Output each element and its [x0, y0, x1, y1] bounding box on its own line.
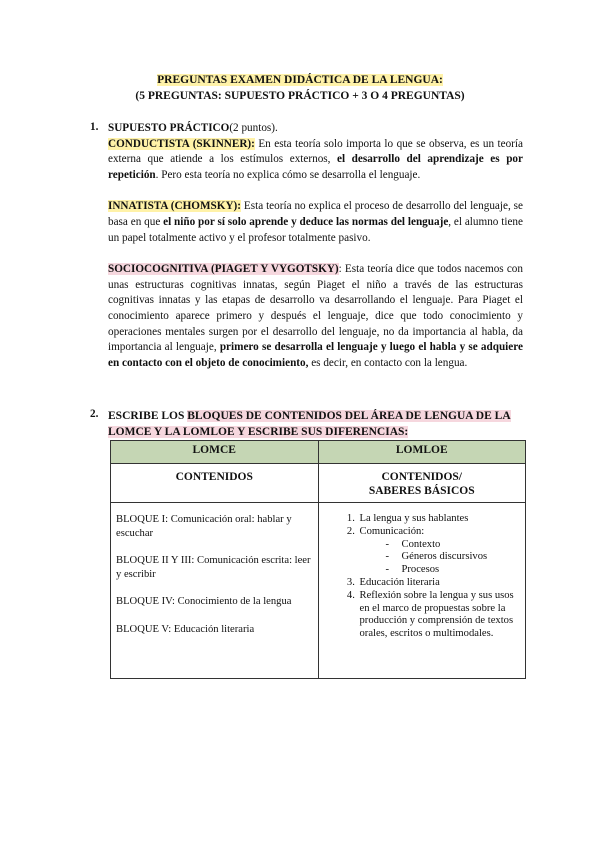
- question-2-number: 2.: [90, 408, 99, 420]
- lomloe-blocks-cell: [318, 503, 526, 679]
- question-1-heading: [108, 121, 523, 137]
- document-title-block: [0, 72, 600, 104]
- lomloe-item: 4. Reflexión sobre la lengua y sus usos en el marco de propuestas sobre la producción y comprensión de textos orales, escritos o multimodales.: [358, 590, 521, 641]
- question-1-title: SUPUESTO PRÁCTICO: [108, 122, 230, 134]
- conductista-text-end: . Pero esta teoría no explica cómo se desarrolla el lenguaje.: [155, 168, 421, 181]
- innatista-bold: el niño por sí solo aprende y deduce las normas del lenguaje: [163, 215, 449, 228]
- conductista-text: En esta teoría solo importa lo que se observa, es un teoría externa que atiende a los estímulos externos,: [108, 137, 523, 166]
- question-2-heading: [108, 408, 528, 440]
- lomloe-item-label: Comunicación:: [359, 525, 425, 537]
- sociocognitiva-paragraph: [108, 262, 523, 371]
- lomloe-sublist: [360, 539, 521, 577]
- lomce-block: BLOQUE II Y III: Comunicación escrita: leer y escribir: [116, 555, 311, 580]
- question-1-points: (2 puntos).: [229, 122, 278, 134]
- document-title: PREGUNTAS EXAMEN DIDÁCTICA DE LA LENGUA:: [157, 74, 443, 86]
- lomloe-item-comunicacion: [358, 526, 521, 577]
- comparison-table: [110, 440, 526, 679]
- innatista-text: Esta teoría no explica el proceso de desarrollo del lenguaje, se basa en que: [108, 200, 523, 228]
- document-subtitle: (5 PREGUNTAS: SUPUESTO PRÁCTICO + 3 O 4 PREGUNTAS): [135, 90, 465, 102]
- conductista-label: CONDUCTISTA (SKINNER):: [108, 137, 255, 150]
- lomce-block: BLOQUE IV: Conocimiento de la lengua: [116, 596, 292, 607]
- innatista-text-end: , el alumno tiene un papel totalmente activo y el profesor totalmente pasivo.: [108, 215, 523, 244]
- lomce-block: BLOQUE I: Comunicación oral: hablar y escuchar: [116, 514, 292, 539]
- innatista-paragraph: [108, 199, 523, 246]
- header-lomce: LOMCE: [111, 441, 319, 464]
- lomloe-item: 1. La lengua y sus hablantes: [358, 513, 521, 526]
- lomloe-subitem: - Procesos: [400, 564, 521, 577]
- sociocognitiva-text-end: es decir, en contacto con la lengua.: [308, 356, 468, 369]
- sociocognitiva-text: : Esta teoría dice que todos nacemos con unas estructuras cognitivas innatas, según Piaget el niño a través de las estructuras cognitivas innatas y las etapas de desarrollo va desarrollando el lenguaje. Para Piaget el conocimiento aparece primero y después el lenguaje, dice que todo conocimiento y operaciones mentales surgen por el desarrollo del lenguaje, no da importancia al habla, da importancia al lenguaje,: [108, 263, 523, 354]
- lomloe-subitem: - Géneros discursivos: [400, 551, 521, 564]
- subheader-lomloe-line2: SABERES BÁSICOS: [368, 485, 475, 497]
- lomloe-list: [324, 513, 521, 641]
- header-lomloe: LOMLOE: [318, 441, 526, 464]
- subheader-lomce: CONTENIDOS: [111, 464, 319, 503]
- lomloe-subitem: - Contexto: [400, 539, 521, 552]
- lomce-blocks-cell: [111, 503, 319, 679]
- subheader-lomloe-line1: CONTENIDOS/: [381, 471, 463, 483]
- innatista-label: INNATISTA (CHOMSKY):: [108, 200, 242, 213]
- question-2-highlight: BLOQUES DE CONTENIDOS DEL ÁREA DE LENGUA DE LA LOMCE Y LA LOMLOE Y ESCRIBE SUS DIFERENCIAS:: [108, 410, 511, 438]
- subheader-lomloe: [318, 464, 526, 503]
- conductista-bold: el desarrollo del aprendizaje es por repetición: [108, 153, 523, 181]
- lomce-block: BLOQUE V: Educación literaria: [116, 623, 255, 635]
- sociocognitiva-bold: primero se desarrolla el lenguaje y luego el habla y se adquiere en contacto con el objeto de conocimiento,: [108, 341, 523, 369]
- question-1: [108, 121, 523, 371]
- lomloe-item: 3. Educación literaria: [358, 577, 521, 590]
- sociocognitiva-label: SOCIOCOGNITIVA (PIAGET Y VYGOTSKY): [108, 263, 339, 276]
- question-1-number: 1.: [90, 121, 99, 133]
- question-2-prefix: ESCRIBE LOS: [108, 410, 188, 422]
- conductista-paragraph: [108, 137, 523, 184]
